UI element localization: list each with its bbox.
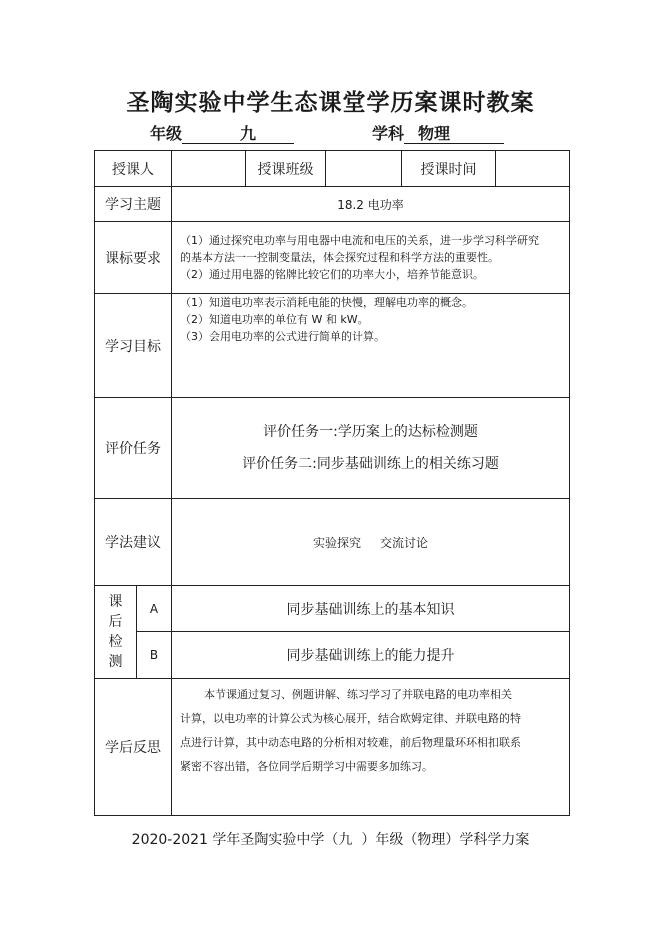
evaluation-line: 评价任务一:学历案上的达标检测题: [263, 424, 478, 440]
curriculum-line: （2）通过用电器的铭牌比较它们的功率大小，培养节能意识。: [180, 268, 484, 281]
evaluation-label: 评价任务: [95, 398, 172, 499]
grade-value: 九: [240, 124, 257, 143]
reflection-row: [95, 679, 570, 816]
topic-label: 学习主题: [95, 187, 172, 222]
subject-value-underline: [404, 125, 504, 144]
method-value: 实验探究 交流讨论: [172, 499, 570, 586]
goals-label: 学习目标: [95, 294, 172, 398]
method-label: 学法建议: [95, 499, 172, 586]
goal-line: （2）知道电功率的单位有 W 和 kW。: [180, 313, 369, 326]
document-title: 圣陶实验中学生态课堂学历案课时教案: [126, 89, 535, 116]
time-value[interactable]: [496, 151, 570, 187]
curriculum-line: （1）通过探究电功率与用电器中电流和电压的关系，进一步学习科学研究: [180, 234, 539, 247]
curriculum-label: 课标要求: [95, 222, 172, 294]
reflection-line: 紧密不容出错，各位同学后期学习中需要多加练习。: [180, 760, 433, 773]
evaluation-content: [172, 398, 570, 499]
class-value[interactable]: [326, 151, 402, 187]
time-label: 授课时间: [402, 151, 496, 187]
subject-label: 学科: [372, 124, 405, 143]
curriculum-row: [95, 222, 570, 294]
post-test-row-a: [95, 586, 570, 632]
page-footer: 2020-2021 学年圣陶实验中学（九 ）年级（物理）学科学力案: [131, 832, 530, 848]
curriculum-content: [172, 222, 570, 294]
evaluation-row: [95, 398, 570, 499]
teacher-value[interactable]: [172, 151, 246, 187]
reflection-line: 计算，以电功率的计算公式为核心展开，结合欧姆定律、并联电路的特: [180, 712, 521, 725]
post-test-label-char: 测: [108, 654, 123, 670]
post-test-label: [95, 586, 137, 679]
post-test-label-char: 后: [108, 614, 123, 630]
post-test-value: 同步基础训练上的基本知识: [172, 586, 570, 632]
post-test-key: A: [137, 586, 172, 632]
reflection-content: [172, 679, 570, 816]
curriculum-line: 的基本方法一一控制变量法，体会探究过程和科学方法的重要性。: [180, 251, 499, 264]
lesson-plan-table: [94, 150, 570, 816]
grade-field: [150, 121, 294, 144]
evaluation-line: 评价任务二:同步基础训练上的相关练习题: [242, 456, 499, 472]
goal-line: （3）会用电功率的公式进行简单的计算。: [180, 330, 385, 343]
reflection-line: 本节课通过复习、例题讲解、练习学习了并联电路的电功率相关: [204, 688, 512, 701]
goal-line: （1）知道电功率表示消耗电能的快慢，理解电功率的概念。: [180, 296, 473, 309]
reflection-label: 学后反思: [95, 679, 172, 816]
method-row: [95, 499, 570, 586]
subject-value: 物理: [418, 124, 451, 143]
post-test-label-char: 检: [108, 634, 123, 650]
grade-label: 年级: [150, 124, 183, 143]
grade-value-underline: [182, 125, 294, 144]
header-row: [95, 151, 570, 187]
subject-field: [372, 121, 504, 144]
goals-content: [172, 294, 570, 398]
class-label: 授课班级: [246, 151, 326, 187]
topic-row: [95, 187, 570, 222]
reflection-line: 点进行计算，其中动态电路的分析相对较难，前后物理量环环相扣联系: [180, 736, 521, 749]
post-test-row-b: [95, 632, 570, 679]
post-test-key: B: [137, 632, 172, 679]
post-test-value: 同步基础训练上的能力提升: [172, 632, 570, 679]
goals-row: [95, 294, 570, 398]
teacher-label: 授课人: [95, 151, 172, 187]
post-test-label-char: 课: [108, 594, 123, 610]
topic-value: 18.2 电功率: [172, 187, 570, 222]
